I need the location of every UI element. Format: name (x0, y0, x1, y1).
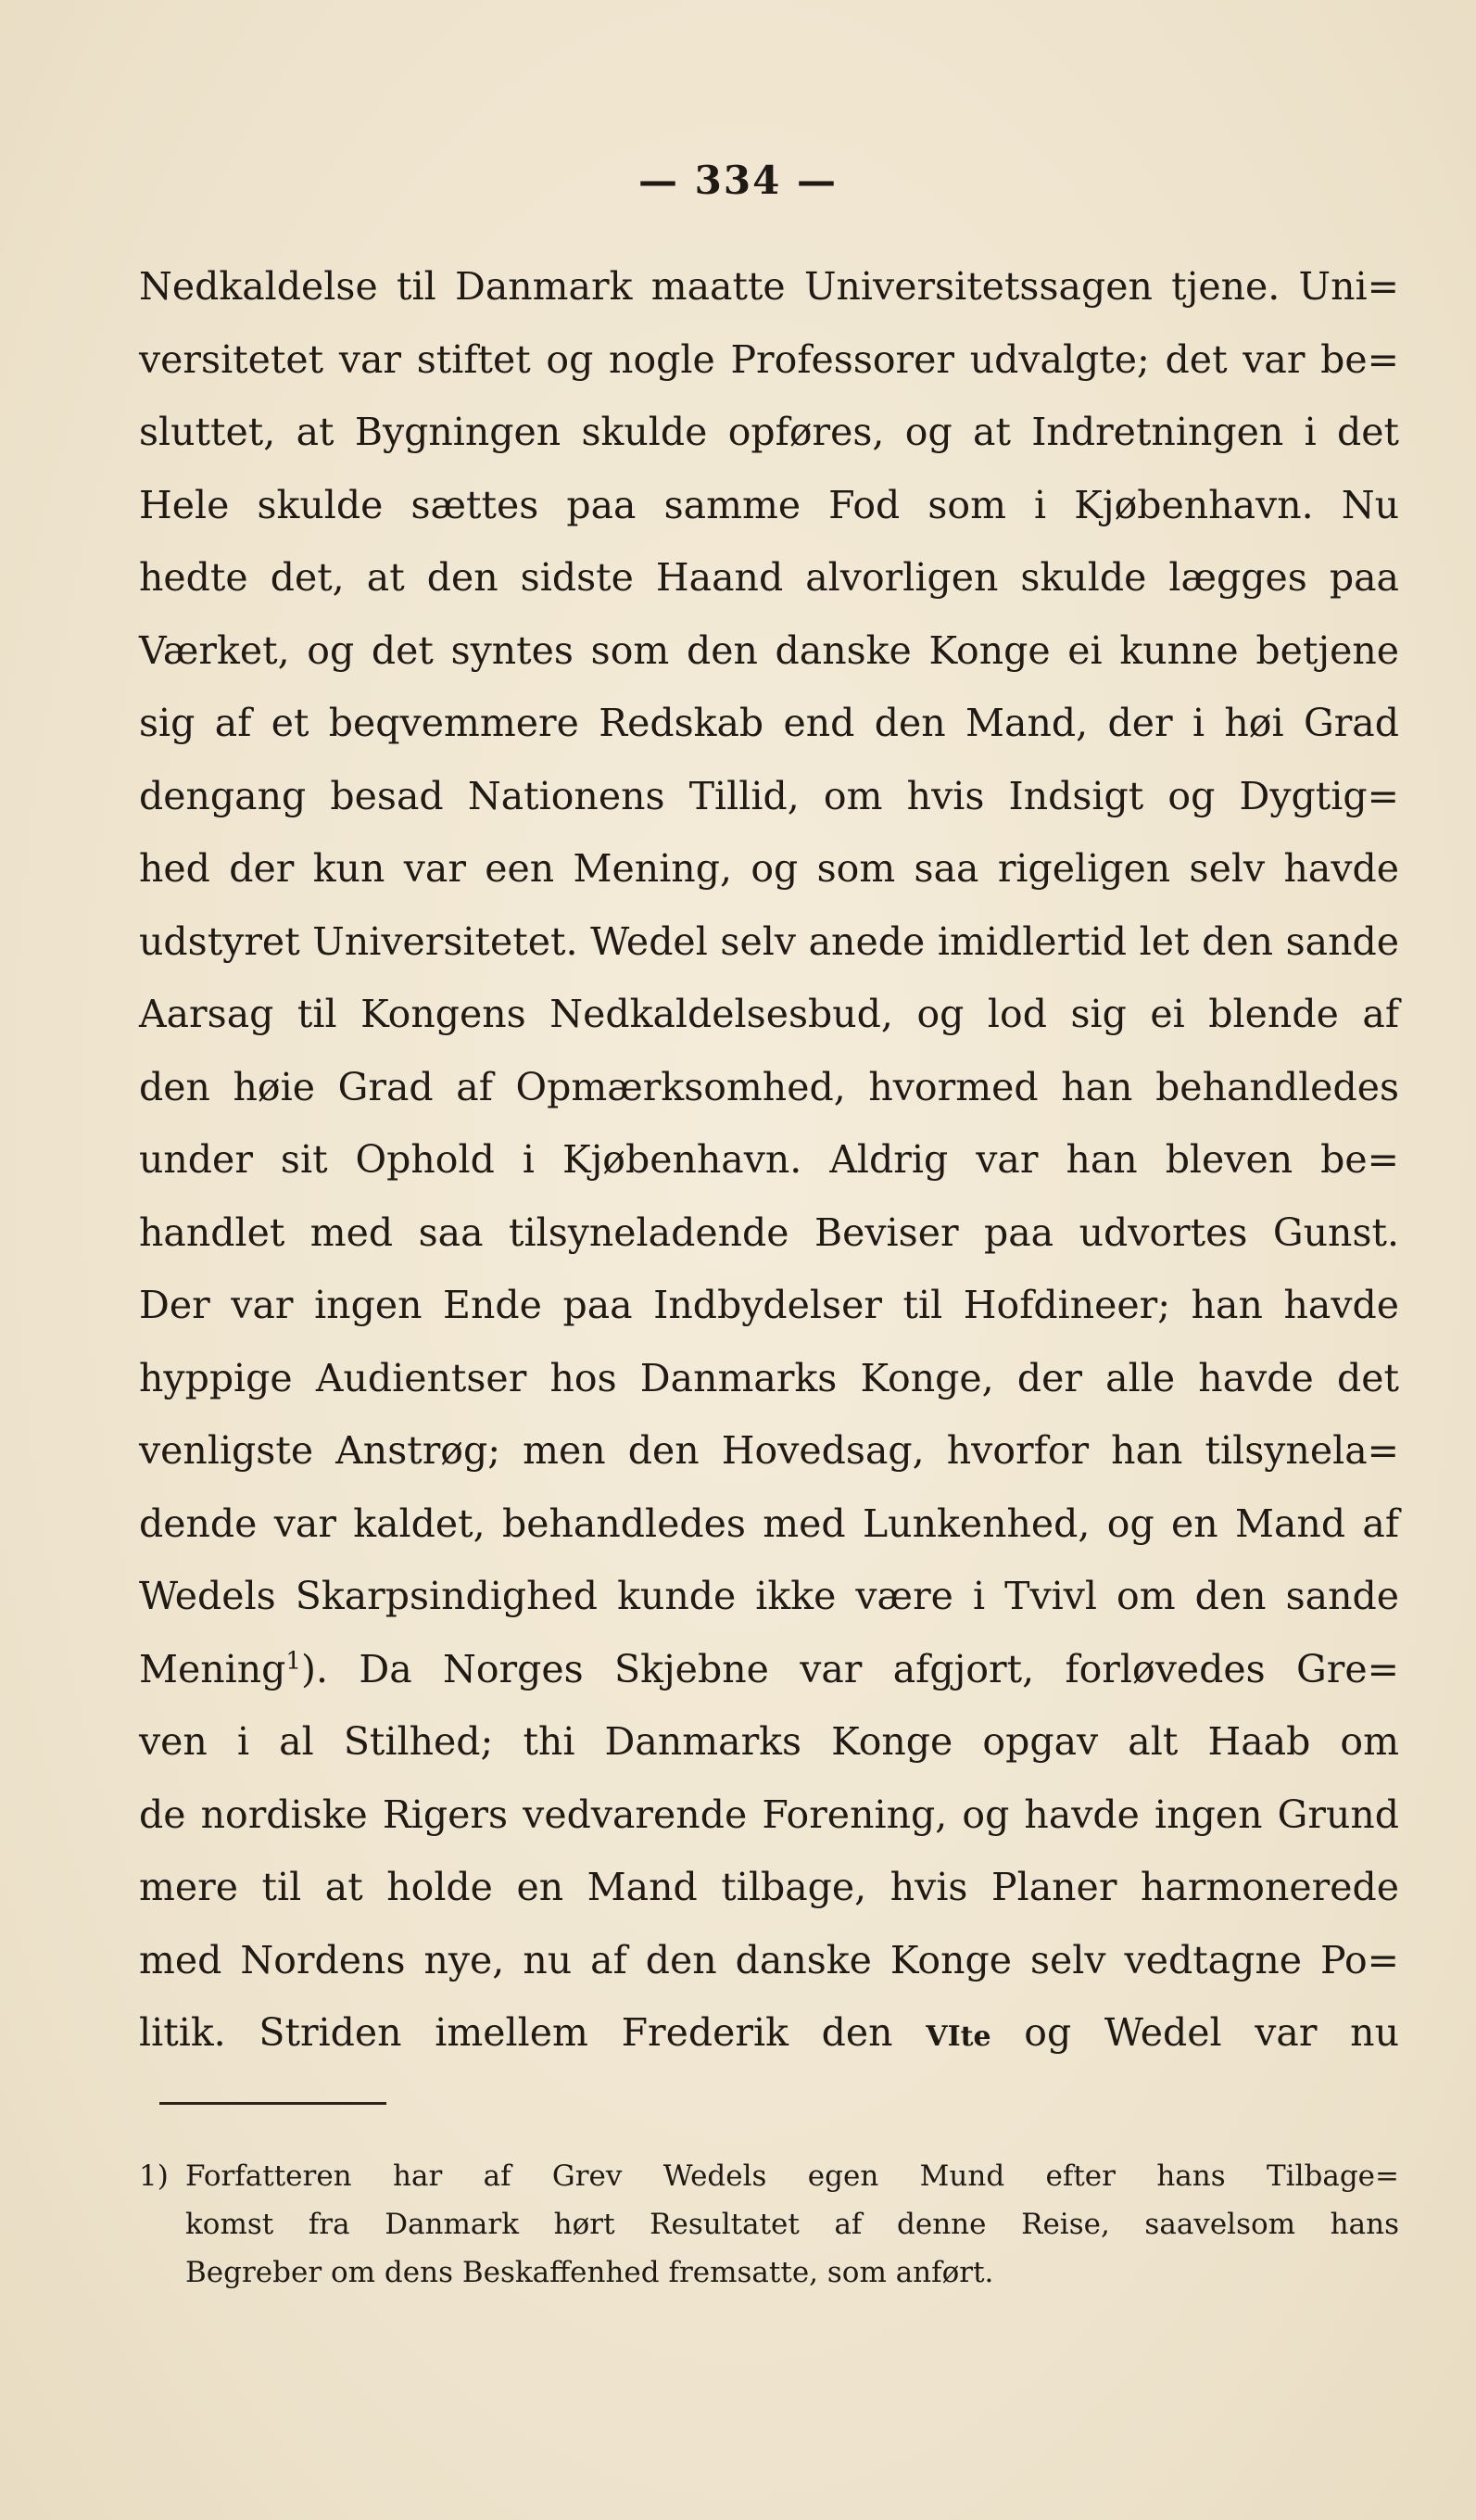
text-line: under sit Ophold i Kjøbenhavn. Aldrig var han bleven be= (139, 1137, 1399, 1182)
text-line: hed der kun var een Mening, og som saa rigeligen selv havde (139, 846, 1399, 891)
footnote-marker: 1) (139, 2159, 169, 2193)
text-line: de nordiske Rigers vedvarende Forening, og havde ingen Grund (139, 1792, 1399, 1837)
text-line: sig af et beqvemmere Redskab end den Mand, der i høi Grad (139, 701, 1399, 745)
text-line: Aarsag til Kongens Nedkaldelsesbud, og lod sig ei blende af (139, 992, 1399, 1036)
ordinal-numeral: VIte (926, 2020, 991, 2053)
text-line: hedte det, at den sidste Haand alvorligen skulde lægges paa (139, 555, 1399, 600)
text-line-with-footnote-ref (139, 1633, 1399, 1706)
footnote (139, 2152, 1399, 2297)
footnote-text: Forfatteren har af Grev Wedels egen Mund efter hans Tilbage= (185, 2159, 1399, 2193)
text-line: mere til at holde en Mand tilbage, hvis Planer harmonerede (139, 1865, 1399, 1909)
text-fragment: litik. Striden imellem Frederik den (139, 2010, 927, 2055)
text-line: Nedkaldelse til Danmark maatte Universitetssagen tjene. Uni= (139, 264, 1399, 309)
text-line: Værket, og det syntes som den danske Konge ei kunne betjene (139, 627, 1399, 673)
text-line: hyppige Audientser hos Danmarks Konge, der alle havde det (139, 1355, 1399, 1400)
footnote-text: Begreber om dens Beskaffenhed fremsatte, som anført. (185, 2256, 994, 2289)
page-number: — 334 — (638, 158, 838, 203)
text-line: dende var kaldet, behandledes med Lunkenhed, og en Mand af (139, 1501, 1399, 1546)
footnote-line (139, 2200, 1399, 2248)
text-line: Hele skulde sættes paa samme Fod som i Kjøbenhavn. Nu (139, 482, 1399, 527)
text-line-last (139, 1996, 1399, 2070)
text-line: versitetet var stiftet og nogle Professorer udvalgte; det var be= (139, 336, 1399, 382)
text-fragment: og Wedel var nu (990, 2010, 1399, 2055)
text-line: udstyret Universitetet. Wedel selv anede imidlertid let den sande (139, 918, 1399, 964)
text-line: ven i al Stilhed; thi Danmarks Konge opgav alt Haab om (139, 1719, 1399, 1764)
footnote-reference: 1 (285, 1646, 301, 1675)
text-line: sluttet, at Bygningen skulde opføres, og at Indretningen i det (139, 410, 1399, 454)
text-line: den høie Grad af Opmærksomhed, hvormed han behandledes (139, 1064, 1399, 1109)
text-line: med Nordens nye, nu af den danske Konge selv vedtagne Po= (139, 1937, 1399, 1982)
text-line: dengang besad Nationens Tillid, om hvis Indsigt og Dygtig= (139, 773, 1399, 818)
footnote-line (139, 2152, 1399, 2200)
text-line: venligste Anstrøg; men den Hovedsag, hvorfor han tilsynela= (139, 1428, 1399, 1473)
text-fragment: ). Da Norges Skjebne var afgjort, forløvedes Gre= (300, 1646, 1399, 1691)
footnote-text: komst fra Danmark hørt Resultatet af denne Reise, saavelsom hans (185, 2208, 1399, 2241)
text-line: Wedels Skarpsindighed kunde ikke være i Tvivl om den sande (139, 1574, 1399, 1618)
text-line: handlet med saa tilsyneladende Beviser paa udvortes Gunst. (139, 1209, 1399, 1255)
body-text (139, 250, 1399, 2070)
text-fragment: Mening (139, 1646, 286, 1691)
footnote-divider (159, 2102, 386, 2105)
text-line: Der var ingen Ende paa Indbydelser til Hofdineer; han havde (139, 1283, 1399, 1327)
footnote-line (139, 2248, 1399, 2297)
